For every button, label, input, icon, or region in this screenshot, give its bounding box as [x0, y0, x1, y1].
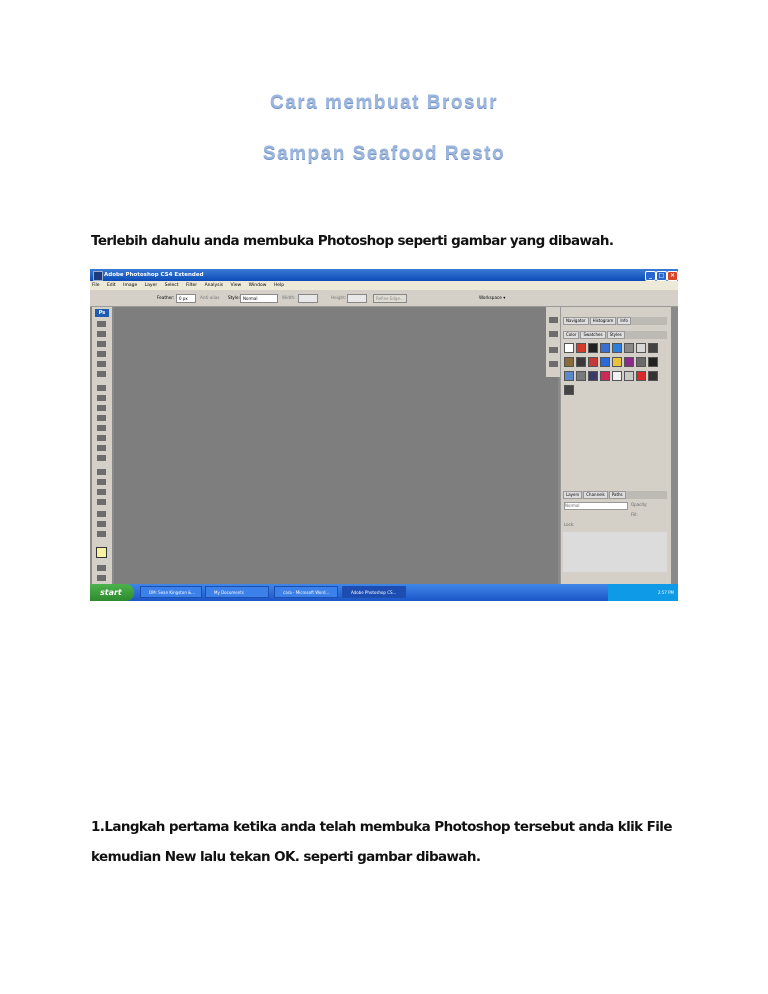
style-swatch[interactable]: [576, 343, 586, 353]
brush-tool-icon[interactable]: [97, 395, 106, 401]
menu-file[interactable]: File: [92, 283, 100, 288]
move-tool-icon[interactable]: [97, 321, 106, 327]
style-swatch[interactable]: [600, 343, 610, 353]
style-select[interactable]: Normal: [240, 294, 278, 303]
quick-mask-icon[interactable]: [97, 565, 106, 571]
style-swatch[interactable]: [612, 343, 622, 353]
style-swatch[interactable]: [576, 371, 586, 381]
height-label: Height:: [331, 295, 347, 300]
blend-mode-select[interactable]: Normal: [564, 502, 628, 510]
shape-tool-icon[interactable]: [97, 499, 106, 505]
healing-tool-icon[interactable]: [97, 385, 106, 391]
system-tray-clock: 2:57 PM: [608, 584, 678, 601]
refine-edge-button[interactable]: Refine Edge...: [373, 294, 407, 303]
style-swatch[interactable]: [648, 343, 658, 353]
menu-filter[interactable]: Filter: [185, 283, 198, 288]
antialias-checkbox[interactable]: Anti-alias: [200, 295, 220, 300]
photoshop-screenshot: [90, 269, 678, 601]
feather-input[interactable]: 0 px: [176, 294, 196, 303]
panel-icon-3[interactable]: [549, 347, 558, 353]
magic-wand-tool-icon[interactable]: [97, 351, 106, 357]
lasso-tool-icon[interactable]: [97, 341, 106, 347]
3d-tool-icon[interactable]: [97, 511, 106, 517]
height-input[interactable]: [347, 294, 367, 303]
eyedropper-tool-icon[interactable]: [97, 371, 106, 377]
width-input[interactable]: [298, 294, 318, 303]
style-swatch[interactable]: [624, 343, 634, 353]
ps-logo: Ps: [95, 309, 109, 317]
stamp-tool-icon[interactable]: [97, 405, 106, 411]
style-swatch[interactable]: [564, 371, 574, 381]
dodge-tool-icon[interactable]: [97, 455, 106, 461]
windows-taskbar: [90, 584, 678, 601]
panel-icon-4[interactable]: [549, 361, 558, 367]
marquee-tool-icon[interactable]: [97, 331, 106, 337]
hand-tool-icon[interactable]: [97, 521, 106, 527]
toolbox: [92, 307, 113, 584]
style-swatch[interactable]: [564, 357, 574, 367]
style-swatch[interactable]: [600, 357, 610, 367]
style-swatch[interactable]: [564, 343, 574, 353]
panel-dock: [560, 307, 671, 584]
menu-analysis[interactable]: Analysis: [204, 283, 224, 288]
color-panel-tabs: [563, 331, 667, 339]
menu-view[interactable]: View: [230, 283, 242, 288]
taskbar-item-documents[interactable]: My Documents: [205, 586, 269, 598]
window-title: Adobe Photoshop CS4 Extended: [104, 272, 204, 278]
style-swatch[interactable]: [600, 371, 610, 381]
style-swatch[interactable]: [636, 371, 646, 381]
minimize-icon[interactable]: _: [645, 271, 656, 281]
lock-label: Lock:: [564, 522, 575, 527]
close-icon[interactable]: ×: [667, 271, 678, 281]
menu-layer[interactable]: Layer: [144, 283, 158, 288]
maximize-icon[interactable]: □: [656, 271, 667, 281]
style-swatch[interactable]: [636, 343, 646, 353]
style-swatch[interactable]: [624, 357, 634, 367]
tab-channels[interactable]: Channels: [583, 491, 608, 499]
taskbar-item-music[interactable]: DM: Sean Kingston &...: [140, 586, 202, 598]
navigator-panel-tabs: [563, 317, 667, 325]
screen-mode-icon[interactable]: [97, 575, 106, 581]
eraser-tool-icon[interactable]: [97, 425, 106, 431]
taskbar-item-photoshop[interactable]: Adobe Photoshop CS...: [342, 586, 406, 598]
zoom-tool-icon[interactable]: [97, 531, 106, 537]
workspace-button[interactable]: Workspace ▾: [479, 295, 506, 300]
menu-select[interactable]: Select: [164, 283, 179, 288]
menu-bar: [90, 281, 678, 290]
blur-tool-icon[interactable]: [97, 445, 106, 451]
document-title-line2: Sampan Seafood Resto: [262, 143, 506, 164]
type-tool-icon[interactable]: [97, 479, 106, 485]
style-swatch[interactable]: [588, 371, 598, 381]
opacity-label: Opacity:: [631, 502, 648, 507]
step1-line1: 1.Langkah pertama ketika anda telah membuka Photoshop tersebut anda klik File: [91, 819, 672, 835]
taskbar-item-word[interactable]: cara - Microsoft Word...: [274, 586, 338, 598]
tab-navigator[interactable]: Navigator: [563, 317, 589, 325]
step1-line2: kemudian New lalu tekan OK. seperti gambar dibawah.: [91, 849, 481, 865]
tab-info[interactable]: Info: [617, 317, 631, 325]
canvas-area[interactable]: [114, 307, 558, 584]
menu-window[interactable]: Window: [248, 283, 267, 288]
menu-edit[interactable]: Edit: [106, 283, 116, 288]
intro-paragraph: Terlebih dahulu anda membuka Photoshop seperti gambar yang dibawah.: [91, 233, 614, 249]
tab-color[interactable]: Color: [563, 331, 579, 339]
tab-layers[interactable]: Layers: [563, 491, 582, 499]
pen-tool-icon[interactable]: [97, 469, 106, 475]
history-brush-tool-icon[interactable]: [97, 415, 106, 421]
gradient-tool-icon[interactable]: [97, 435, 106, 441]
tab-styles[interactable]: Styles: [607, 331, 625, 339]
fill-label: Fill:: [631, 512, 638, 517]
menu-image[interactable]: Image: [123, 283, 138, 288]
style-swatch[interactable]: [612, 357, 622, 367]
style-swatch[interactable]: [588, 343, 598, 353]
window-titlebar: [90, 269, 678, 281]
panel-icon-2[interactable]: [549, 331, 558, 337]
style-swatch[interactable]: [612, 371, 622, 381]
style-swatch[interactable]: [648, 357, 658, 367]
photoshop-app-icon: [93, 271, 103, 281]
style-swatch[interactable]: [564, 385, 574, 395]
style-swatch[interactable]: [648, 371, 658, 381]
feather-label: Feather:: [157, 295, 175, 300]
start-button[interactable]: start: [90, 584, 134, 601]
panel-icon-strip: [546, 307, 560, 377]
tab-paths[interactable]: Paths: [609, 491, 626, 499]
style-swatch[interactable]: [636, 357, 646, 367]
layers-list[interactable]: [563, 532, 667, 572]
layers-panel-tabs: [563, 491, 667, 499]
foreground-color-swatch[interactable]: [96, 547, 107, 558]
crop-tool-icon[interactable]: [97, 361, 106, 367]
tab-swatches[interactable]: Swatches: [580, 331, 605, 339]
path-selection-tool-icon[interactable]: [97, 489, 106, 495]
style-swatch[interactable]: [624, 371, 634, 381]
options-bar: [90, 290, 678, 307]
document-title-line1: Cara membuat Brosur: [269, 92, 499, 113]
style-swatch[interactable]: [576, 357, 586, 367]
panel-icon-1[interactable]: [549, 317, 558, 323]
tab-histogram[interactable]: Histogram: [590, 317, 617, 325]
style-label: Style:: [228, 295, 240, 300]
style-swatch[interactable]: [588, 357, 598, 367]
width-label: Width:: [282, 295, 296, 300]
menu-help[interactable]: Help: [273, 283, 285, 288]
